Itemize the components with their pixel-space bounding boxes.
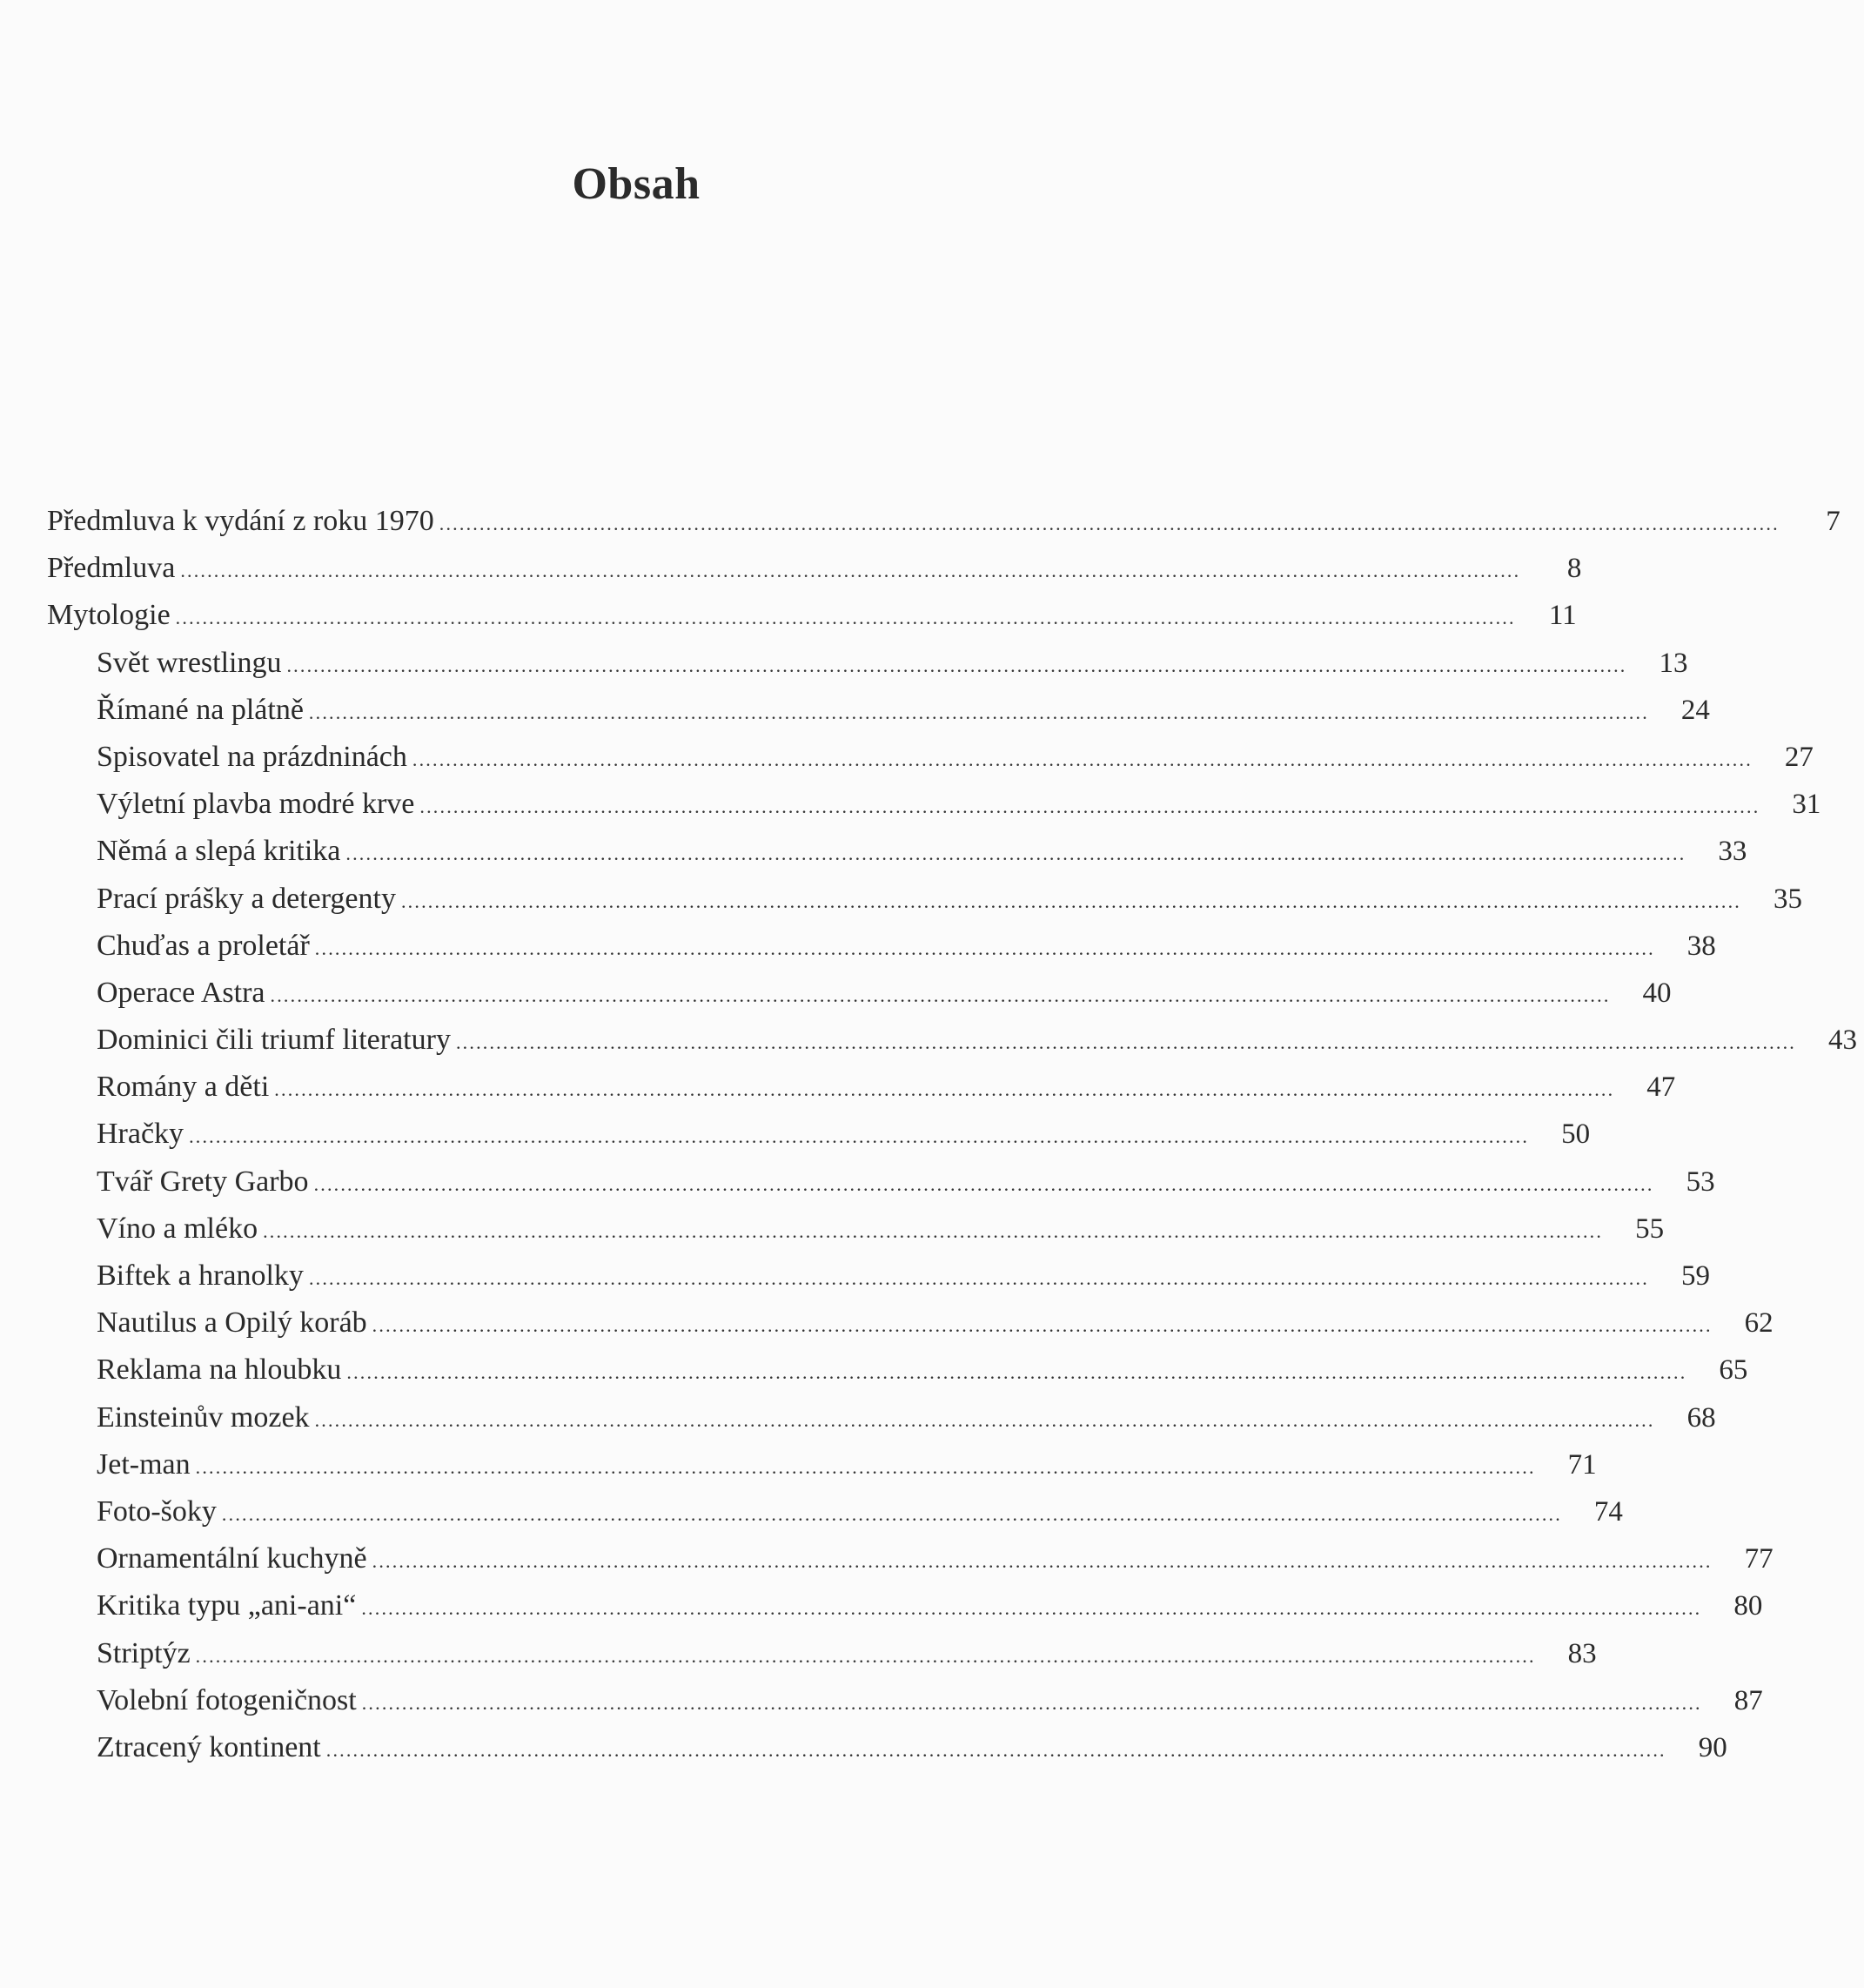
toc-entry [47, 1724, 1727, 1771]
dot-leader [265, 972, 1679, 1019]
toc-entry [47, 1206, 1665, 1253]
dot-leader-dots: ........................................................................................................................................................................................................ [372, 1550, 1713, 1573]
dot-leader [258, 1208, 1671, 1255]
toc-entry [47, 1394, 1716, 1441]
toc-entry [47, 687, 1710, 734]
toc-entry-page-number: 40 [1642, 977, 1672, 1009]
toc-entry-page-number: 62 [1744, 1307, 1773, 1340]
dot-leader [434, 500, 1847, 547]
dot-leader-dots: ........................................................................................................................................................................................................ [286, 654, 1627, 676]
dot-leader-dots: ........................................................................................................................................................................................................ [372, 1314, 1713, 1337]
dot-leader [191, 1633, 1604, 1680]
toc-entry-title: Prací prášky a detergenty [97, 882, 396, 915]
dot-leader-dots: ........................................................................................................................................................................................................ [400, 890, 1741, 912]
toc-entry-page-number: 7 [1826, 506, 1841, 537]
toc-entry-page-number: 71 [1567, 1448, 1597, 1481]
dot-leader-dots: ........................................................................................................................................................................................................ [189, 1125, 1530, 1148]
dot-leader-dots: ........................................................................................................................................................................................................ [314, 937, 1655, 959]
toc-entry-page-number: 65 [1719, 1354, 1748, 1387]
dot-leader [367, 1302, 1780, 1349]
dot-leader [340, 830, 1753, 877]
dot-leader-dots: ........................................................................................................................................................................................................ [419, 796, 1760, 818]
dot-leader-dots: ........................................................................................................................................................................................................ [308, 701, 1649, 723]
toc-entry-page-number: 68 [1686, 1401, 1716, 1434]
dot-leader [269, 1066, 1682, 1113]
toc-entry-page-number: 83 [1567, 1637, 1597, 1669]
toc-entry-title: Chuďas a proletář [97, 929, 310, 962]
dot-leader-dots: ........................................................................................................................................................................................................ [314, 1408, 1655, 1431]
dot-leader-dots: ........................................................................................................................................................................................................ [361, 1597, 1702, 1620]
toc-entry [47, 1253, 1710, 1300]
toc-entry-title: Předmluva [47, 552, 176, 585]
dot-leader-dots: ........................................................................................................................................................................................................ [313, 1172, 1654, 1195]
toc-entry-title: Kritika typu „ani-ani“ [97, 1589, 357, 1622]
table-of-contents [47, 498, 1857, 1771]
dot-leader [310, 1397, 1723, 1444]
toc-entry-title: Ornamentální kuchyně [97, 1542, 367, 1575]
dot-leader-dots: ........................................................................................................................................................................................................ [325, 1738, 1666, 1761]
dot-leader [451, 1019, 1864, 1066]
toc-entry-title: Operace Astra [97, 976, 265, 1009]
dot-leader-dots: ........................................................................................................................................................................................................ [180, 560, 1521, 582]
dot-leader-dots: ........................................................................................................................................................................................................ [221, 1502, 1562, 1525]
toc-entry-page-number: 55 [1635, 1212, 1665, 1245]
toc-entry [47, 1630, 1597, 1677]
toc-entry-page-number: 59 [1680, 1260, 1710, 1292]
toc-entry-title: Mytologie [47, 599, 171, 632]
dot-leader [321, 1727, 1734, 1774]
toc-entry-title: Romány a děti [97, 1071, 270, 1104]
dot-leader [414, 783, 1827, 830]
toc-entry [47, 1300, 1773, 1347]
toc-entry-title: Volební fotogeničnost [97, 1683, 357, 1716]
toc-entry [47, 781, 1821, 828]
toc-entry-title: Hračky [97, 1118, 184, 1151]
toc-entry-page-number: 53 [1686, 1165, 1715, 1198]
dot-leader [281, 642, 1694, 689]
dot-leader [341, 1349, 1754, 1396]
dot-leader-dots: ........................................................................................................................................................................................................ [263, 1219, 1604, 1242]
dot-leader-dots: ........................................................................................................................................................................................................ [195, 1455, 1536, 1478]
dot-leader-dots: ........................................................................................................................................................................................................ [270, 984, 1611, 1006]
toc-entry-page-number: 13 [1659, 647, 1688, 679]
toc-entry-page-number: 47 [1646, 1071, 1676, 1104]
toc-entry [47, 1441, 1597, 1488]
toc-entry-title: Dominici čili triumf literatury [97, 1024, 451, 1057]
toc-entry-title: Předmluva k vydání z roku 1970 [47, 505, 434, 537]
toc-entry-page-number: 74 [1593, 1495, 1623, 1528]
toc-entry-title: Jet-man [97, 1447, 191, 1481]
toc-entry [47, 1582, 1763, 1629]
toc-entry-page-number: 8 [1566, 553, 1582, 585]
toc-entry [47, 734, 1814, 781]
dot-leader-dots: ........................................................................................................................................................................................................ [346, 1361, 1687, 1384]
dot-leader-dots: ........................................................................................................................................................................................................ [361, 1691, 1702, 1714]
dot-leader [191, 1444, 1604, 1491]
toc-entry-title: Nautilus a Opilý koráb [97, 1306, 367, 1340]
toc-entry-page-number: 33 [1718, 836, 1747, 868]
dot-leader [309, 1161, 1722, 1208]
toc-entry-title: Reklama na hloubku [97, 1353, 342, 1387]
dot-leader [357, 1680, 1770, 1727]
toc-entry [47, 970, 1672, 1017]
toc-entry-title: Spisovatel na prázdninách [97, 740, 407, 773]
toc-entry [47, 640, 1688, 687]
toc-entry [47, 1111, 1591, 1158]
toc-entry-title: Striptýz [97, 1636, 191, 1669]
dot-leader [407, 736, 1820, 783]
toc-entry [47, 828, 1747, 875]
dot-leader-dots: ........................................................................................................................................................................................................ [345, 843, 1686, 865]
dot-leader-dots: ........................................................................................................................................................................................................ [439, 513, 1780, 534]
toc-entry-title: Biftek a hranolky [97, 1259, 304, 1292]
toc-entry-title: Foto-šoky [97, 1494, 217, 1528]
toc-entry-page-number: 27 [1784, 741, 1814, 773]
toc-entry-title: Tvář Grety Garbo [97, 1165, 309, 1198]
toc-entry [47, 1017, 1857, 1064]
dot-leader [367, 1538, 1780, 1585]
dot-leader-dots: ........................................................................................................................................................................................................ [308, 1267, 1649, 1289]
toc-entry [47, 1159, 1715, 1206]
toc-entry [47, 1064, 1676, 1111]
dot-leader [304, 689, 1717, 736]
toc-entry [47, 498, 1841, 545]
toc-entry-title: Němá a slepá kritika [97, 835, 341, 868]
toc-entry [47, 545, 1582, 592]
toc-entry [47, 876, 1802, 923]
toc-entry-page-number: 31 [1792, 789, 1821, 821]
toc-entry [47, 1488, 1623, 1535]
dot-leader-dots: ........................................................................................................................................................................................................ [455, 1031, 1796, 1054]
dot-leader-dots: ........................................................................................................................................................................................................ [412, 748, 1753, 770]
toc-entry-page-number: 80 [1733, 1590, 1763, 1622]
dot-leader-dots: ........................................................................................................................................................................................................ [195, 1644, 1536, 1667]
dot-leader [304, 1255, 1717, 1302]
toc-entry-page-number: 35 [1773, 883, 1802, 915]
toc-entry-page-number: 87 [1733, 1684, 1763, 1716]
dot-leader [310, 925, 1723, 972]
toc-entry [47, 923, 1716, 970]
toc-entry-title: Víno a mléko [97, 1212, 258, 1245]
dot-leader [175, 547, 1588, 594]
toc-entry-title: Výletní plavba modré krve [97, 788, 415, 821]
toc-entry-page-number: 90 [1698, 1731, 1727, 1763]
dot-leader-dots: ........................................................................................................................................................................................................ [175, 607, 1516, 629]
toc-entry-page-number: 11 [1548, 600, 1577, 632]
toc-entry-page-number: 43 [1827, 1024, 1857, 1057]
toc-entry-title: Svět wrestlingu [97, 646, 282, 679]
toc-entry-page-number: 24 [1680, 694, 1710, 726]
dot-leader-dots: ........................................................................................................................................................................................................ [274, 1078, 1615, 1101]
toc-entry-title: Římané na plátně [97, 693, 304, 726]
dot-leader [396, 878, 1809, 925]
dot-leader [184, 1113, 1597, 1160]
toc-entry [47, 1347, 1748, 1394]
page-title: Obsah [572, 159, 701, 209]
dot-leader [171, 594, 1584, 641]
dot-leader [356, 1585, 1769, 1632]
dot-leader [217, 1491, 1630, 1538]
toc-entry-page-number: 38 [1686, 930, 1716, 962]
toc-entry-title: Ztracený kontinent [97, 1730, 321, 1763]
toc-entry-title: Einsteinův mozek [97, 1400, 310, 1434]
toc-entry-page-number: 50 [1561, 1118, 1591, 1151]
toc-entry [47, 1535, 1773, 1582]
toc-entry [47, 592, 1577, 639]
toc-entry-page-number: 77 [1744, 1543, 1773, 1575]
toc-entry [47, 1677, 1763, 1724]
